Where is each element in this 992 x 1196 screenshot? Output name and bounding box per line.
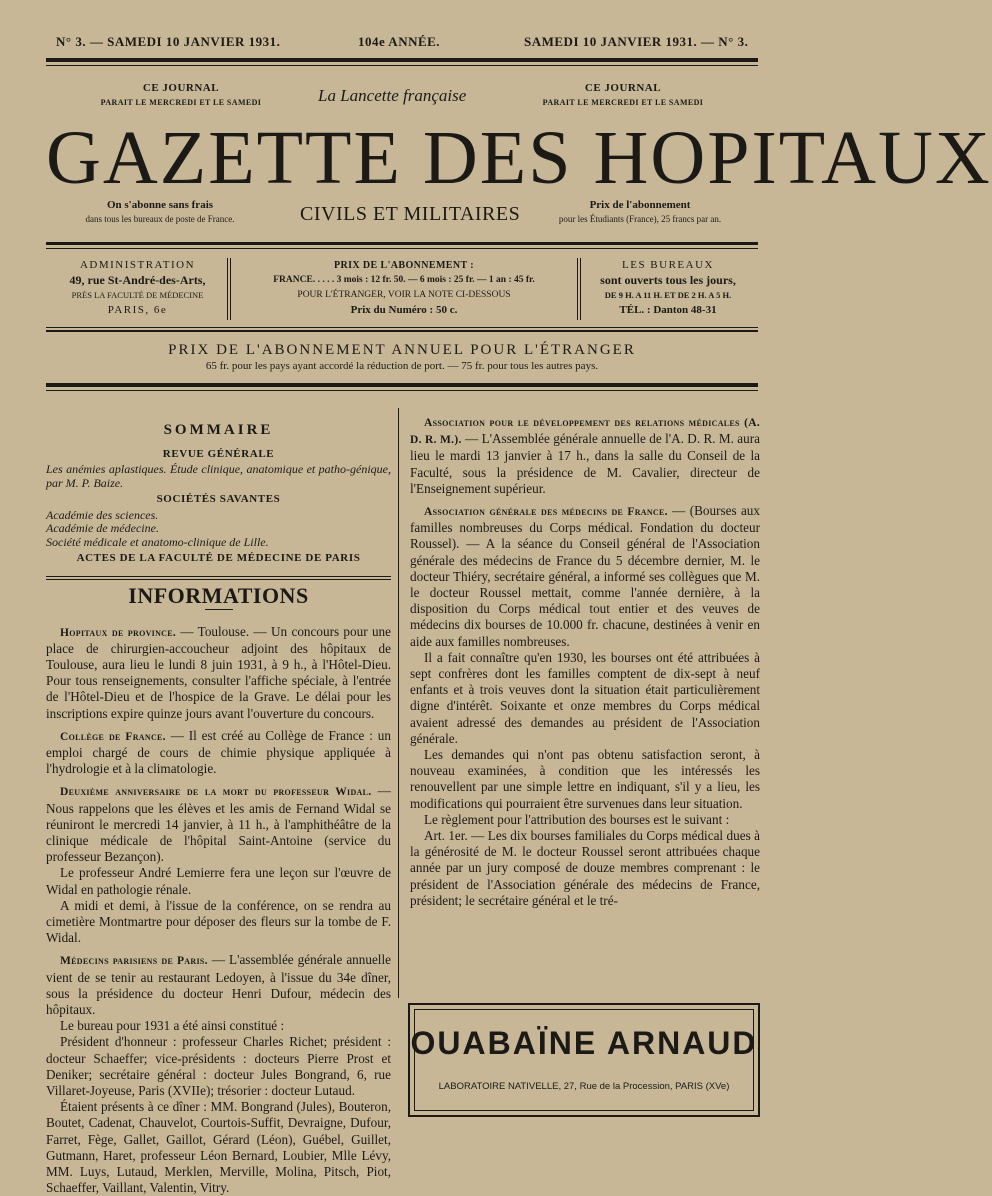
- price-box: [234, 258, 574, 318]
- administration-box: [50, 258, 225, 318]
- offices-open: sont ouverts tous les jours,: [600, 273, 736, 287]
- sommaire-item: Société médicale et anatomo-clinique de Lille.: [46, 534, 269, 549]
- news-item: Deuxième anniversaire de la mort du professeur Widal. — Nous rappelons que les élèves et les amis de Fernand Widal se réuniront le mercredi 14 janvier, à 11 h., à l'amphithéâtre de la clinique médicale de l'hôpital Saint-Antoine (service du professeur Bezançon).: [46, 783, 391, 865]
- sommaire-heading: REVUE GÉNÉRALE: [162, 448, 275, 461]
- right-column: [410, 408, 760, 909]
- sommaire-title: SOMMAIRE: [163, 422, 274, 438]
- issue-number-left: N° 3. — SAMEDI 10 JANVIER 1931.: [56, 34, 281, 49]
- section-rule-thin: [46, 390, 758, 391]
- price-abroad-note: POUR L'ÉTRANGER, VOIR LA NOTE CI-DESSOUS: [297, 290, 511, 300]
- advertisement-product: OUABAÏNE ARNAUD: [410, 1025, 758, 1061]
- admin-title: ADMINISTRATION: [79, 259, 196, 271]
- price-title: PRIX DE L'ABONNEMENT :: [333, 260, 475, 271]
- ear-left: [92, 82, 270, 107]
- masthead-title: GAZETTE DES HOPITAUX: [46, 116, 992, 200]
- price-france: FRANCE. . . . . 3 mois : 12 fr. 50. — 6 mois : 25 fr. — 1 an : 45 fr.: [273, 275, 535, 285]
- news-paragraph: A midi et demi, à l'issue de la conférence, on se rendra au cimetière Montmartre pour déposer des fleurs sur la tombe de F. Widal.: [46, 897, 391, 946]
- price-issue: Prix du Numéro : 50 c.: [350, 304, 458, 316]
- student-price-title: Prix de l'abonnement: [589, 199, 691, 211]
- foreign-price-title: PRIX DE L'ABONNEMENT ANNUEL POUR L'ÉTRANGER: [168, 342, 636, 358]
- admin-city: PARIS, 6e: [107, 304, 168, 316]
- section-rule: [46, 383, 758, 387]
- informations-rule: [205, 609, 233, 610]
- box-rule-bottom: [46, 327, 758, 328]
- subtitle: La Lancette française: [318, 86, 467, 105]
- news-item: Hopitaux de province. — Toulouse. — Un concours pour une place de chirurgien-accoucheur adjoint des hôpitaux de Toulouse, aura lieu le lundi 8 juin 1931, à 9 h., à l'Hôtel-Dieu. Pour tous renseignements, consulter l'affiche spéciale, à l'entrée de l'Hôtel-Dieu et de l'hospice de la Grave. Le délai pour les inscriptions expire quinze jours avant l'ouverture du concours.: [46, 623, 391, 721]
- news-item: Association générale des médecins de France. — (Bourses aux familles nombreuses du Corps médical. Fondation du docteur Roussel). — A la séance du Conseil général de l'Association générale des médecins de France du 5 décembre dernier, M. le docteur Thiéry, secrétaire général, a informé ses collègues que M. le docteur Roussel mettait, comme l'année dernière, à la disposition du Corps médical tout entier et des veuves de médecins dix bourses de 10.000 fr. chacune, destinées à venir en aide aux familles nombreuses.: [410, 503, 760, 649]
- sommaire-rule: [46, 576, 391, 577]
- admin-near: PRÈS LA FACULTÉ DE MÉDECINE: [71, 290, 204, 300]
- sommaire-heading: ACTES DE LA FACULTÉ DE MÉDECINE DE PARIS: [76, 552, 361, 565]
- header-rule: [46, 58, 758, 62]
- ear-left-sub: PARAIT LE MERCREDI ET LE SAMEDI: [100, 98, 262, 107]
- news-item: Médecins parisiens de Paris. — L'assemblée générale annuelle vient de se tenir au restaurant Ledoyen, à l'issue du 34e dîner, sous la présidence du docteur Henri Dufour, médecin des hôpitaux.: [46, 952, 391, 1017]
- subscription-note-sub: dans tous les bureaux de poste de France.: [85, 214, 235, 224]
- offices-hours: DE 9 H. A 11 H. ET DE 2 H. A 5 H.: [604, 290, 732, 300]
- header-rule-thin: [46, 65, 758, 66]
- ear-right-title: CE JOURNAL: [584, 82, 662, 94]
- news-paragraph: Il a fait connaître qu'en 1930, les bourses ont été attribuées à sept confrères dont les familles comptent de dix-sept à neuf enfants et à trois veuves dont la situation était particulièrement digne d'intérêt. Soixante et onze membres du Corps médical avaient adressé des demandes au président de l'Association générale.: [410, 649, 760, 746]
- box-rule-top: [46, 242, 758, 245]
- student-price-sub: pour les Étudiants (France), 25 francs par an.: [558, 214, 722, 224]
- informations-title: INFORMATIONS: [128, 583, 309, 609]
- news-paragraph: Art. 1er. — Les dix bourses familiales du Corps médical dues à la générosité de M. le docteur Roussel seront attribuées chaque année par un jury composé de douze membres comprenant : le président de l'Association générale des médecins de France, président; le secrétaire général et le tré-: [410, 828, 760, 908]
- box-rule-top-thin: [46, 248, 758, 249]
- news-paragraph: Étaient présents à ce dîner : MM. Bongrand (Jules), Bouteron, Boutet, Cadenat, Chauvelot, Courtois-Suffit, Devraigne, Dufour, Farret, Fège, Gallet, Gaillot, Gérard (Léon), Guébel, Guillet, Gutmann, Haret, professeur Léon Bernard, Loubier, Mlle Lévy, MM. Luys, Lutaud, Merklen, Merville, Molina, Pitsch, Piot, Schaeffer, Vaillant, Valentin, Vitry.: [46, 1099, 391, 1196]
- admin-address: 49, rue St-André-des-Arts,: [69, 273, 206, 287]
- news-paragraph: Le professeur André Lemierre fera une leçon sur l'œuvre de Widal en pathologie rénale.: [46, 865, 391, 897]
- year-label: 104e ANNÉE.: [358, 34, 441, 49]
- masthead-subtitle: CIVILS ET MILITAIRES: [300, 203, 521, 225]
- left-column: [46, 422, 391, 1196]
- advertisement: [408, 1003, 760, 1117]
- box-separator: [227, 258, 228, 320]
- news-paragraph: Le règlement pour l'attribution des bourses est le suivant :: [424, 811, 730, 827]
- news-item: Association pour le développement des relations médicales (A. D. R. M.). — L'Assemblée générale annuelle de l'A. D. R. M. aura lieu le mardi 13 janvier à 17 h., dans la salle du Conseil de la Faculté, sous la présidence de M. Cavalier, directeur de l'Enseignement supérieur.: [410, 417, 760, 496]
- sommaire-item: Académie de médecine.: [46, 521, 159, 536]
- box-rule-bottom-thick: [46, 330, 758, 332]
- issue-number-right: SAMEDI 10 JANVIER 1931. — N° 3.: [524, 34, 749, 49]
- sommaire-heading: SOCIÉTÉS SAVANTES: [156, 493, 281, 506]
- ear-left-title: CE JOURNAL: [142, 82, 220, 94]
- box-separator: [230, 258, 231, 320]
- offices-title: LES BUREAUX: [622, 259, 714, 271]
- column-separator: [398, 408, 399, 998]
- ear-right: [534, 82, 712, 107]
- news-paragraph: Président d'honneur : professeur Charles Richet; président : docteur Schaeffer; vice-présidents : docteurs Pierre Prost et Deniker; secrétaire général : docteur Jules Bongrand, 6, rue Villaret-Joyeuse, Paris (XVIIe); trésorier : docteur Lutaud.: [46, 1034, 391, 1098]
- sommaire-item: Académie des sciences.: [46, 507, 159, 522]
- ear-right-sub: PARAIT LE MERCREDI ET LE SAMEDI: [542, 98, 704, 107]
- news-paragraph: Le bureau pour 1931 a été ainsi constitué :: [60, 1018, 285, 1034]
- box-separator: [580, 258, 581, 320]
- box-separator: [577, 258, 578, 320]
- offices-box: [583, 258, 753, 318]
- offices-phone: TÉL. : Danton 48-31: [619, 304, 717, 316]
- advertisement-address: LABORATOIRE NATIVELLE, 27, Rue de la Procession, PARIS (XVe): [438, 1081, 730, 1092]
- foreign-price-note: 65 fr. pour les pays ayant accordé la réduction de port. — 75 fr. pour tous les autres pays.: [205, 360, 599, 372]
- student-price: [535, 199, 745, 224]
- sommaire-item: Les anémies aplastiques. Étude clinique, anatomique et patho-génique, par M. P. Baize.: [46, 462, 391, 490]
- sommaire-rule: [46, 579, 391, 580]
- subscription-note-title: On s'abonne sans frais: [106, 199, 214, 211]
- news-item: Collège de France. — Il est créé au Collège de France : un emploi chargé de cours de chimie physique appliquée à l'hydrologie et à la climatologie.: [46, 727, 391, 777]
- news-paragraph: Les demandes qui n'ont pas obtenu satisfaction seront, à nouveau examinées, à condition que les intéressés les renouvellent par une simple lettre en indiquant, s'il y a lieu, les modifications qui pourraient être survenues dans leur situation.: [410, 747, 760, 811]
- subscription-note: [60, 199, 260, 224]
